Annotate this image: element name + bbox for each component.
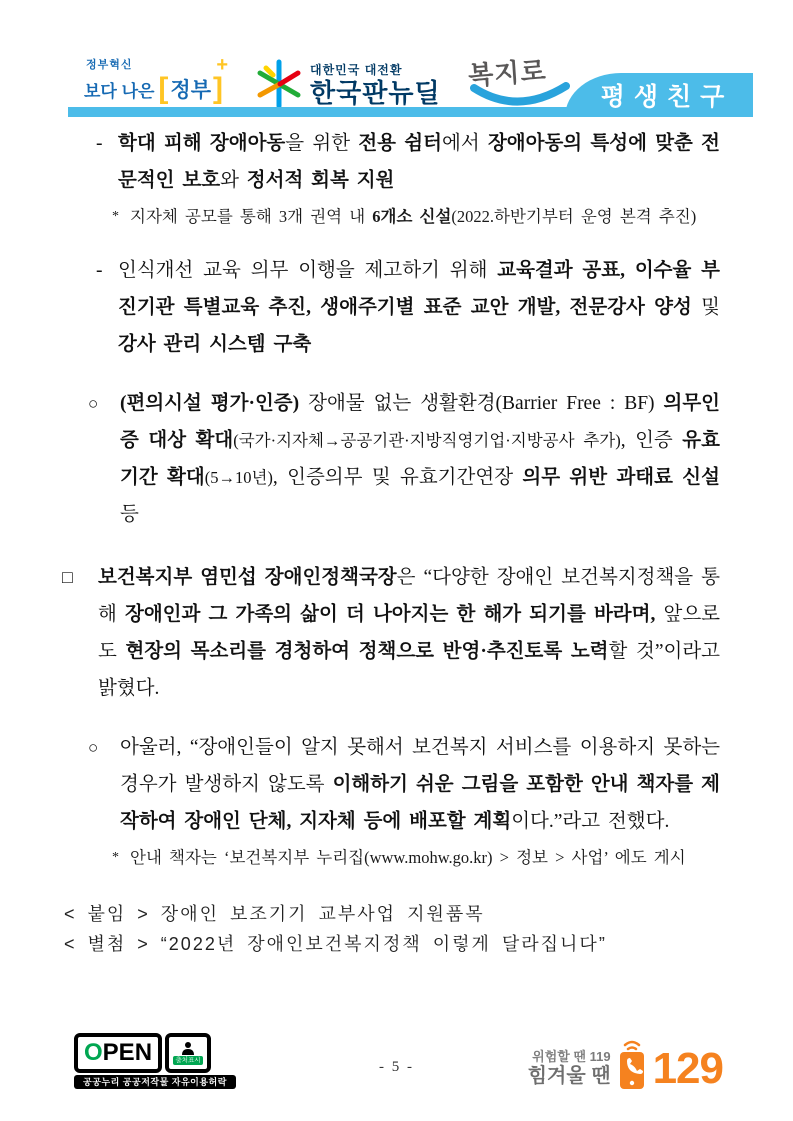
bokjiro-logo xyxy=(468,52,578,114)
text-run: 정서적 회복 지원 xyxy=(246,170,395,191)
paragraph-square xyxy=(62,559,720,707)
paragraph-text xyxy=(118,252,720,363)
paragraph-dash xyxy=(96,252,720,363)
text-run: 및 xyxy=(691,297,721,318)
dash-bullet-icon: - xyxy=(96,133,103,154)
plus-icon: + xyxy=(216,54,228,76)
page-number: - 5 - xyxy=(379,1059,414,1075)
square-bullet-icon: □ xyxy=(62,567,73,587)
government-innovation-logo xyxy=(84,56,234,112)
page-header xyxy=(0,52,793,122)
text-run: 지자체 공모를 통해 3개 권역 내 xyxy=(130,207,373,226)
attachment-line: < 별첨 > “2022년 장애인보건복지정책 이렇게 달라집니다” xyxy=(64,934,607,954)
text-run: 강사 관리 시스템 구축 xyxy=(118,334,312,355)
paragraph-circle xyxy=(88,729,720,840)
text-run: (5→10년) xyxy=(204,468,273,487)
text-run: 전용 쉼터 xyxy=(358,133,442,154)
kogl-caption: 공공누리 공공저작물 자유이용허락 xyxy=(74,1075,236,1089)
paragraph-text xyxy=(130,845,720,871)
text-run: 보건복지부 염민섭 장애인정책국장 xyxy=(98,567,397,588)
bracket-left-icon: [ xyxy=(158,72,169,105)
note-bullet-icon: * xyxy=(112,850,119,865)
text-run: 6개소 신설 xyxy=(372,207,452,226)
paragraph-note xyxy=(112,204,720,230)
text-run: (편의시설 평가·인증) xyxy=(120,393,300,414)
text-run: 장애아동의 특성에 맞춘 전문적인 보호 xyxy=(118,133,720,191)
text-run: 등 xyxy=(120,504,139,525)
paragraph-text xyxy=(118,125,720,199)
bracket-right-icon: ] xyxy=(213,72,223,105)
emergency-line1: 위험할 땐 119 xyxy=(532,1049,611,1064)
text-run: 앞으로도 xyxy=(98,604,721,662)
person-icon xyxy=(181,1041,195,1055)
newdeal-main-label: 한국판뉴딜 xyxy=(310,77,441,108)
text-run: 의무 위반 과태료 신설 xyxy=(522,467,720,488)
paragraph-list xyxy=(0,125,720,871)
newdeal-text xyxy=(310,61,441,108)
text-run: 은 “다양한 장애인 보건복지정책을 통해 xyxy=(98,567,720,625)
paragraph-text xyxy=(98,559,720,707)
korean-newdeal-logo xyxy=(256,54,441,114)
text-run: 아울러, “장애인들이 알지 못해서 보건복지 서비스를 이용하지 못하는 경우가 발생하지 않도록 xyxy=(120,737,720,795)
emergency-number: 129 xyxy=(652,1044,723,1093)
text-run: (2022.하반기부터 운영 본격 추진) xyxy=(451,207,697,226)
text-run: , 인증 xyxy=(620,430,683,451)
text-run: 에서 xyxy=(441,133,488,154)
open-wordmark: OPEN xyxy=(84,1039,153,1066)
slogan-banner xyxy=(565,73,753,117)
paragraph-text xyxy=(130,204,720,230)
source-mark-badge: 출처표시 xyxy=(175,1057,201,1064)
text-run: 장애물 없는 생활환경(Barrier Free : BF) xyxy=(299,393,664,414)
text-run: (국가·지자체→공공기관·지방직영기업·지방공사 추가) xyxy=(233,431,621,450)
paragraph-circle xyxy=(88,385,720,533)
note-bullet-icon: * xyxy=(112,209,119,224)
text-run: 와 xyxy=(220,170,247,191)
gov-logo-main xyxy=(84,74,234,104)
text-run: 이해하기 쉬운 그림을 포함한 안내 책자를 제작하여 장애인 단체, 지자체 등에 배포할 계획 xyxy=(120,774,720,832)
page-footer xyxy=(0,1033,793,1103)
paragraph-text xyxy=(120,729,720,840)
gov-logo-line2: 정부 xyxy=(170,79,211,102)
open-green-o-icon: O xyxy=(84,1039,103,1066)
text-run: 의무인증 대상 확대 xyxy=(120,393,721,451)
text-run: 안내 책자는 ‘보건복지부 누리집(www.mohw.go.kr) > 정보 > 사업’ 에도 게시 xyxy=(130,848,686,867)
emergency-text xyxy=(528,1046,611,1091)
text-run: 학대 피해 장애아동 xyxy=(118,133,286,154)
circle-bullet-icon: ○ xyxy=(88,738,99,757)
attachment-line: < 붙임 > 장애인 보조기기 교부사업 지원품목 xyxy=(64,904,485,924)
emergency-call-logo xyxy=(528,1035,723,1091)
dash-bullet-icon: - xyxy=(96,260,103,281)
paragraph-note xyxy=(112,845,720,871)
text-run: 을 위한 xyxy=(285,133,359,154)
gov-logo-line1: 보다 나은 xyxy=(84,81,155,101)
attachment-list xyxy=(64,899,720,959)
circle-bullet-icon: ○ xyxy=(88,394,99,413)
phone-icon xyxy=(615,1035,649,1091)
text-run: 현장의 목소리를 경청하여 정책으로 반영·추진토록 노력 xyxy=(125,641,609,662)
slogan-banner-label: 평생친구 xyxy=(600,83,734,111)
text-run: 할 것”이라고 밝혔다. xyxy=(98,641,721,699)
text-run: 인식개선 교육 의무 이행을 제고하기 위해 xyxy=(118,260,498,281)
newdeal-star-icon xyxy=(256,58,302,110)
text-run: 유효기간 확대 xyxy=(120,430,720,488)
paragraph-text xyxy=(120,385,720,533)
bokjiro-label: 복지로 xyxy=(467,55,548,91)
document-body xyxy=(0,125,793,959)
text-run: 교육결과 공표, 이수율 부진기관 특별교육 추진, 생애주기별 표준 교안 개발, 전문강사 양성 xyxy=(118,260,721,318)
paragraph-dash xyxy=(96,125,720,199)
emergency-line2: 힘겨울 땐 xyxy=(527,1065,611,1087)
text-run: 장애인과 그 가족의 삶이 더 나아지는 한 해가 되기를 바라며, xyxy=(125,604,656,625)
newdeal-top-label: 대한민국 대전환 xyxy=(310,62,403,77)
text-run: , 인증의무 및 유효기간연장 xyxy=(272,467,523,488)
text-run: 이다.”라고 전했다. xyxy=(511,811,670,832)
gov-logo-top-label: 정부혁신 xyxy=(86,59,133,71)
